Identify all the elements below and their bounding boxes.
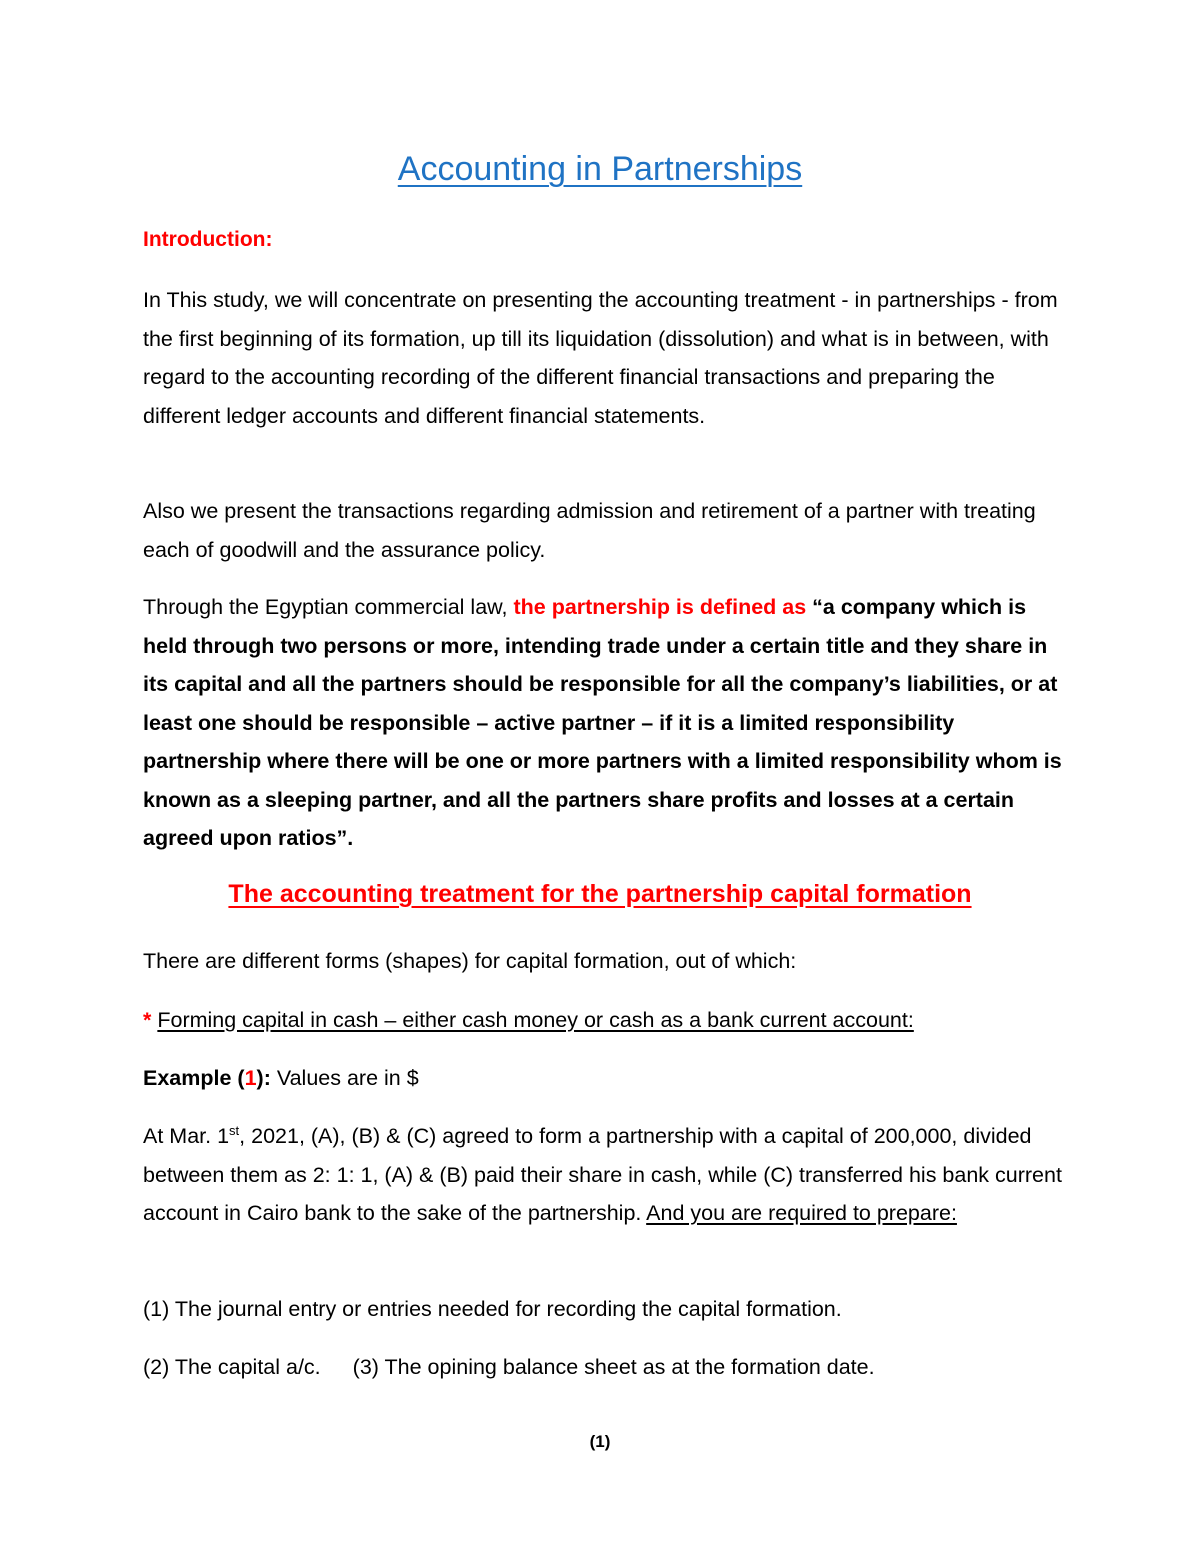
example-text-1: At Mar. 1: [143, 1124, 230, 1148]
bullet-cash-formation: [143, 1005, 914, 1035]
example-label-end: ):: [256, 1066, 271, 1090]
example-number: 1: [244, 1066, 257, 1090]
definition-quote: “a company which is held through two persons or more, intending trade under a certain title and they share in its capital and all the partners should be responsible for all the company’s liabilities, or at least one should be responsible – active partner – if it is a limited responsibility partnership where there will be one or more partners with a limited responsibility whom is known as a sleeping partner, and all the partners share profits and losses at a certain agreed upon ratios”.: [143, 595, 1062, 850]
requirements-row: [143, 1352, 875, 1382]
page-title: Accounting in Partnerships: [397, 150, 803, 188]
definition-red-phrase: the partnership is defined as: [513, 595, 807, 619]
bullet-star: *: [143, 1008, 152, 1032]
introduction-label: Introduction:: [143, 228, 273, 251]
section-heading: The accounting treatment for the partnership capital formation: [228, 880, 972, 908]
definition-paragraph: [143, 588, 1073, 858]
bullet-text: Forming capital in cash – either cash money or cash as a bank current account:: [157, 1008, 914, 1032]
example-label-start: Example (: [143, 1066, 245, 1090]
date-superscript: st: [229, 1122, 240, 1138]
requirement-1: (1) The journal entry or entries needed for recording the capital formation.: [143, 1297, 842, 1321]
intro-paragraph-2: Also we present the transactions regarding admission and retirement of a partner with treating each of goodwill and the assurance policy.: [143, 499, 1036, 562]
example-paragraph: [143, 1117, 1073, 1233]
required-label: And you are required to prepare:: [646, 1201, 957, 1225]
example-note: Values are in $: [270, 1066, 419, 1090]
intro-paragraph-1: In This study, we will concentrate on presenting the accounting treatment - in partnerships - from the first beginning of its formation, up till its liquidation (dissolution) and what is in between, with regard to the accounting recording of the different financial transactions and preparing the different ledger accounts and different financial statements.: [143, 288, 1058, 428]
page-number: (1): [589, 1432, 611, 1451]
requirement-2: (2) The capital a/c.: [143, 1355, 321, 1379]
definition-lead: Through the Egyptian commercial law,: [143, 595, 514, 619]
example-text-2: , 2021, (A), (B) & (C) agreed to form a partnership with a capital of 200,000, divided between them as 2: 1: 1, (A) & (B) paid their share in cash, while (C) transferred his bank current account in Cairo bank to the sake of the partnership.: [143, 1124, 1062, 1225]
requirement-3: (3) The opining balance sheet as at the formation date.: [352, 1355, 875, 1379]
forms-intro: There are different forms (shapes) for capital formation, out of which:: [143, 949, 797, 973]
example-label: [143, 1063, 419, 1093]
